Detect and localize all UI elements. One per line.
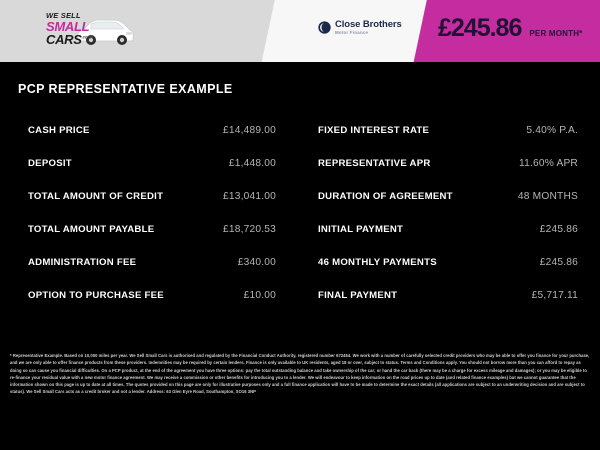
- row-value: £340.00: [237, 257, 276, 268]
- logo-line-we-sell: WE SELL: [46, 11, 81, 20]
- row-label: FINAL PAYMENT: [318, 290, 398, 301]
- row-value: £1,448.00: [228, 158, 276, 169]
- row-label: CASH PRICE: [28, 125, 90, 136]
- lender-name: Close Brothers: [335, 19, 402, 30]
- table-row: [0, 114, 300, 147]
- row-label: INITIAL PAYMENT: [318, 224, 404, 235]
- row-value: 48 MONTHS: [517, 191, 578, 202]
- logo-line-small: SMALL: [46, 18, 90, 34]
- brand-logo[interactable]: [14, 8, 134, 54]
- lender-logo: [318, 20, 402, 36]
- table-row: [0, 147, 300, 180]
- row-value: £245.86: [539, 224, 578, 235]
- row-label: DEPOSIT: [28, 158, 72, 169]
- row-label: TOTAL AMOUNT OF CREDIT: [28, 191, 164, 202]
- row-value: £5,717.11: [531, 290, 578, 301]
- row-value: £245.86: [539, 257, 578, 268]
- row-value: £18,720.53: [223, 224, 276, 235]
- row-label: DURATION OF AGREEMENT: [318, 191, 453, 202]
- lender-names: [335, 20, 402, 36]
- brand-logo-wordmark: [46, 12, 93, 47]
- logo-line-cars: [46, 33, 93, 47]
- monthly-price: [438, 14, 583, 43]
- row-label: OPTION TO PURCHASE FEE: [28, 290, 164, 301]
- table-row: [300, 147, 600, 180]
- lender-subtitle: Motor Finance: [335, 29, 369, 35]
- disclaimer-text: * Representative Example. Based on 10,000 miles per year. We Sell Small Cars is authorised and regulated by the Financial Conduct Authority, registered number 672464. We work with a number of carefully selected credit providers who may be able to offer you finance for your purchase, and we are only able to offer finance products from these providers. Indemnities may be required by certain lenders. Finance is only available to UK residents, aged 18 or over, subject to status. Terms and Conditions apply. You should not borrow more than you can afford to repay as doing so can cause you financial difficulties. On a PCP product, at the end of the agreement you have three options: pay the total outstanding balance and take ownership of the car; or hand the car back (there may be a charge for excess mileage and damages); or you may be eligible to re-finance your residual value with a new motor finance agreement. We may receive a commission or other benefits for introducing you to a lender. We will endeavour to keep information on the road prices up to date (and related finance examples) but we cannot guarantee that the information shown on this page is up to date at all times. The quotes provided on this page are only for illustrative purposes only and a full finance application will have to be made to determine the exact details (all applications are subject to an underwriting decision and are subject to status). We Sell Small Cars acts as a credit broker and not a lender. Address: 63 Glen Eyre Road, Southampton, SO16 3NP: [10, 353, 590, 395]
- row-value: £14,489.00: [223, 125, 276, 136]
- main-content: [0, 82, 600, 312]
- logo-domain-suffix: .co.uk: [81, 34, 93, 40]
- logo-cars-text: CARS: [46, 32, 82, 48]
- row-value: £13,041.00: [223, 191, 276, 202]
- finance-details-table: [0, 114, 600, 312]
- table-row: [0, 246, 300, 279]
- row-label: 46 MONTHLY PAYMENTS: [318, 257, 437, 268]
- table-row: [300, 279, 600, 312]
- row-label: TOTAL AMOUNT PAYABLE: [28, 224, 155, 235]
- row-label: ADMINISTRATION FEE: [28, 257, 137, 268]
- table-row: [0, 213, 300, 246]
- header-banner: [0, 0, 600, 62]
- table-row: [300, 114, 600, 147]
- table-row: [300, 213, 600, 246]
- table-row: [0, 180, 300, 213]
- row-value: 5.40% P.A.: [526, 125, 578, 136]
- price-period: PER MONTH*: [529, 29, 583, 38]
- table-row: [300, 180, 600, 213]
- price-amount: £245.86: [438, 14, 522, 42]
- close-brothers-mark-icon: [318, 21, 331, 34]
- row-label: FIXED INTEREST RATE: [318, 125, 430, 136]
- table-row: [300, 246, 600, 279]
- table-row: [0, 279, 300, 312]
- row-value: £10.00: [243, 290, 276, 301]
- page-title: PCP REPRESENTATIVE EXAMPLE: [18, 82, 233, 96]
- row-label: REPRESENTATIVE APR: [318, 158, 431, 169]
- row-value: 11.60% APR: [518, 158, 578, 169]
